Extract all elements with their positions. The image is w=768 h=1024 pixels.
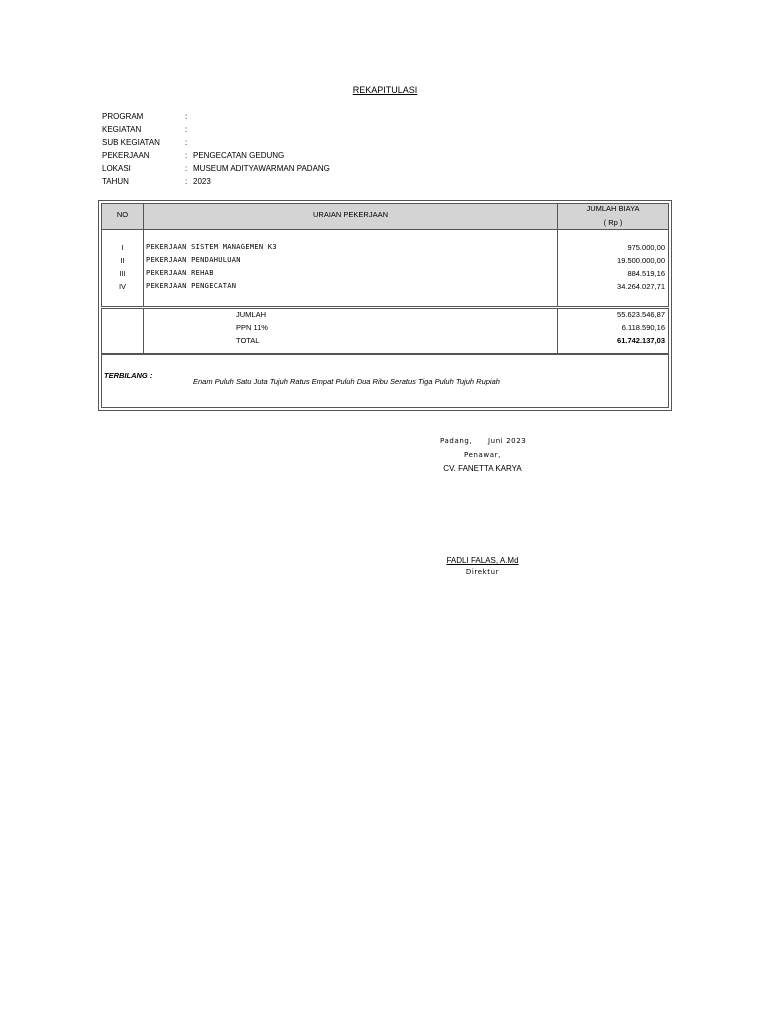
row-uraian: PEKERJAAN REHAB	[146, 269, 214, 277]
row-biaya: 19.500.000,00	[617, 256, 665, 265]
terbilang-text: Enam Puluh Satu Juta Tujuh Ratus Empat Puluh Dua Ribu Seratus Tiga Puluh Tujuh Rupiah	[193, 377, 500, 386]
signature-name: FADLI FALAS, A.Md	[446, 556, 519, 565]
info-value-pekerjaan: PENGECATAN GEDUNG	[193, 151, 285, 160]
row-no: III	[119, 269, 126, 278]
info-colon: :	[185, 138, 188, 147]
body-cell-biaya	[557, 229, 669, 307]
info-label-lokasi: LOKASI	[102, 164, 131, 173]
summary-cell-no	[101, 308, 144, 354]
summary-cell-label	[143, 308, 558, 354]
summary-label: JUMLAH	[236, 310, 267, 319]
info-label-tahun: TAHUN	[102, 177, 129, 186]
header-no: NO	[116, 210, 129, 219]
body-cell-uraian	[143, 229, 558, 307]
info-colon: :	[185, 164, 188, 173]
row-no: IV	[118, 282, 127, 291]
header-biaya-line1: JUMLAH BIAYA	[586, 204, 640, 213]
row-uraian: PEKERJAAN PENDAHULUAN	[146, 256, 241, 264]
row-no: I	[121, 243, 124, 252]
info-colon: :	[185, 125, 188, 134]
info-value-lokasi: MUSEUM ADITYAWARMAN PADANG	[193, 164, 330, 173]
row-uraian: PEKERJAAN SISTEM MANAGEMEN K3	[146, 243, 277, 251]
signature-company: CV. FANETTA KARYA	[443, 464, 522, 473]
info-label-program: PROGRAM	[102, 112, 144, 121]
info-label-sub-kegiatan: SUB KEGIATAN	[102, 138, 160, 147]
row-biaya: 884.519,16	[627, 269, 665, 278]
info-value-tahun: 2023	[193, 177, 211, 186]
signature-place: Padang,	[440, 437, 473, 445]
document-title: REKAPITULASI	[352, 85, 418, 95]
summary-value: 6.118.590,16	[621, 323, 665, 332]
summary-label: PPN 11%	[236, 323, 268, 332]
terbilang-label: TERBILANG :	[104, 371, 153, 380]
info-label-pekerjaan: PEKERJAAN	[102, 151, 150, 160]
row-uraian: PEKERJAAN PENGECATAN	[146, 282, 237, 290]
header-uraian: URAIAN PEKERJAAN	[312, 210, 389, 219]
row-biaya: 34.264.027,71	[617, 282, 665, 291]
header-biaya-line2: ( Rp )	[603, 218, 623, 227]
summary-label: TOTAL	[236, 336, 260, 345]
signature-position: Direktur	[465, 568, 500, 576]
row-no: II	[120, 256, 125, 265]
info-label-kegiatan: KEGIATAN	[102, 125, 142, 134]
info-colon: :	[185, 151, 188, 160]
summary-value: 61.742.137,03	[617, 336, 665, 345]
signature-date: Juni 2023	[488, 437, 527, 445]
info-colon: :	[185, 112, 188, 121]
info-colon: :	[185, 177, 188, 186]
signature-role: Penawar,	[464, 451, 501, 459]
body-cell-no	[101, 229, 144, 307]
summary-value: 55.623.546,87	[617, 310, 665, 319]
row-biaya: 975.000,00	[627, 243, 665, 252]
